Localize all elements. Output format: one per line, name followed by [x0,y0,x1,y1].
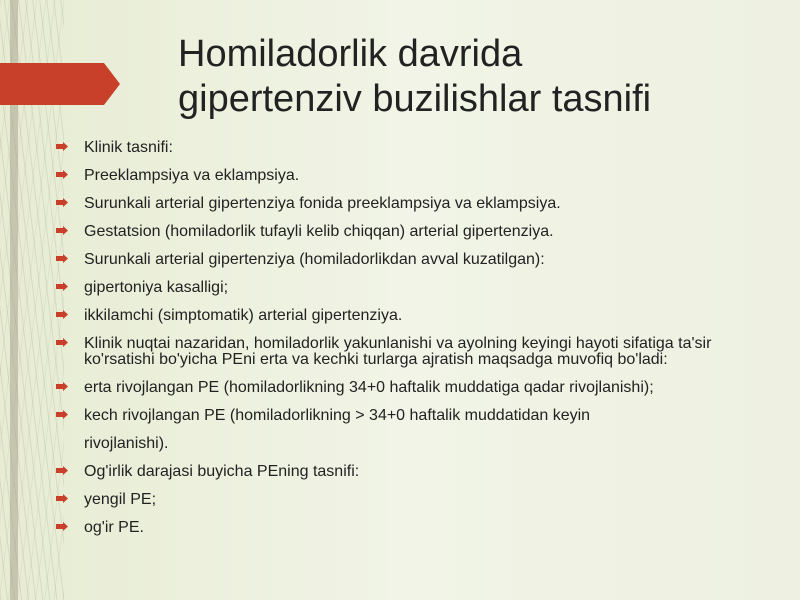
list-item [56,168,766,184]
list-item [56,224,766,240]
list-item-text: ikkilamchi (simptomatik) arterial gipertenziya. [84,307,403,324]
accent-arrow-shape [0,63,120,105]
list-item [56,464,766,480]
list-item-text: og'ir PE. [84,519,144,536]
list-item [56,140,766,156]
arrow-bullet-icon [56,170,68,179]
slide-title [178,32,778,122]
arrow-bullet-icon [56,254,68,263]
list-item [56,380,766,396]
arrow-bullet-icon [56,338,68,347]
list-item-text: Klinik tasnifi: [84,139,173,156]
list-item-text: kech rivojlangan PE (homiladorlikning > 34+0 haftalik muddatidan keyin [84,407,591,424]
arrow-bullet-icon [56,522,68,531]
list-item [56,436,766,452]
list-item [56,280,766,296]
list-item [56,308,766,324]
arrow-bullet-icon [56,382,68,391]
list-item-text: Og'irlik darajasi buyicha PEning tasnifi: [84,463,360,480]
title-line-1: Homiladorlik davrida [178,33,523,75]
list-item [56,492,766,508]
list-item [56,408,766,424]
arrow-bullet-icon [56,466,68,475]
list-item [56,336,766,368]
bullet-list [56,140,766,536]
list-item-text: Gestatsion (homiladorlik tufayli kelib chiqqan) arterial gipertenziya. [84,223,554,240]
list-item-text: erta rivojlangan PE (homiladorlikning 34+0 haftalik muddatiga qadar rivojlanishi); [84,379,654,396]
title-line-2: gipertenziv buzilishlar tasnifi [178,78,652,120]
list-item-text: yengil PE; [84,491,157,508]
list-item-text: Surunkali arterial gipertenziya (homiladorlikdan avval kuzatilgan): [84,251,545,268]
list-item [56,520,766,536]
list-item-text: Preeklampsiya va eklampsiya. [84,167,300,184]
list-item-text: Surunkali arterial gipertenziya fonida preeklampsiya va eklampsiya. [84,195,561,212]
arrow-bullet-icon [56,494,68,503]
arrow-bullet-icon [56,410,68,419]
list-item [56,196,766,212]
list-item [56,252,766,268]
arrow-bullet-icon [56,310,68,319]
list-item-text: gipertoniya kasalligi; [84,279,229,296]
arrow-bullet-icon [56,142,68,151]
arrow-bullet-icon [56,282,68,291]
arrow-bullet-icon [56,226,68,235]
arrow-bullet-icon [56,198,68,207]
list-item-text: rivojlanishi). [84,435,169,452]
list-item-text: Klinik nuqtai nazaridan, homiladorlik yakunlanishi va ayolning keyingi hayoti sifatiga ta'sir ko'rsatishi bo'yicha PEni erta va kechki turlarga ajratish maqsadga muvofiq bo'ladi: [84,335,712,368]
